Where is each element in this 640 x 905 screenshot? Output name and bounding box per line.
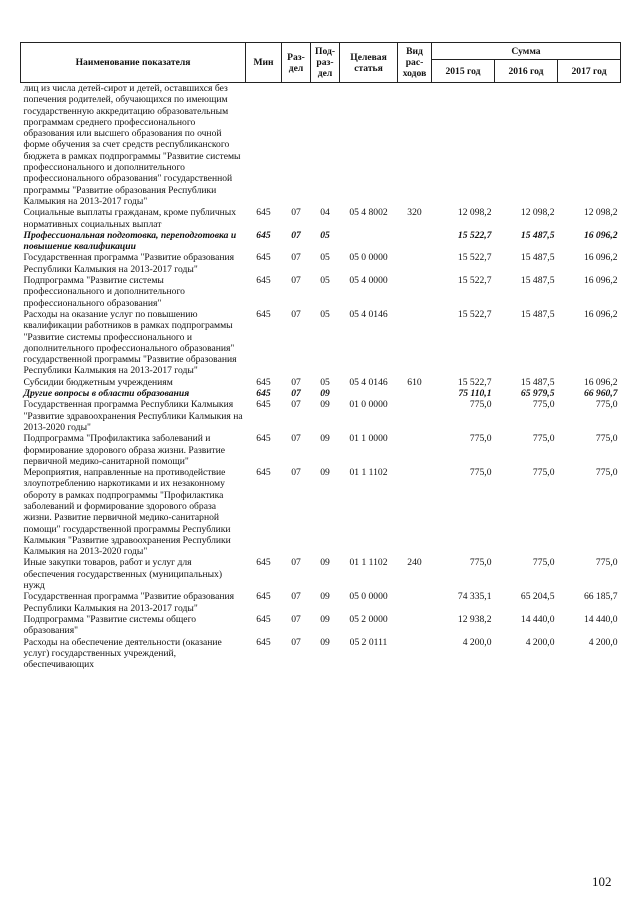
header-razdel: Раз- дел: [282, 43, 311, 83]
row-min: 645: [256, 613, 271, 625]
row-podrazdel: 04: [320, 207, 330, 219]
row-min: 645: [256, 636, 271, 648]
row-sum-2016: 14 440,0: [520, 613, 555, 625]
table-row: [21, 467, 621, 557]
row-sum-2015: 15 522,7: [457, 229, 492, 241]
row-sum-2017: 4 200,0: [588, 636, 618, 648]
row-expense-type: [398, 467, 432, 557]
row-target: [340, 388, 398, 399]
row-name: Иные закупки товаров, работ и услуг для обеспечения государственных (муниципальных) нужд: [23, 557, 223, 592]
row-sum-2017: 16 096,2: [583, 308, 618, 320]
row-sum-2017: 16 096,2: [583, 275, 618, 287]
header-target: Целевая статья: [340, 43, 398, 83]
row-sum-2016: 15 487,5: [520, 376, 555, 388]
row-expense-type: 240: [407, 557, 422, 569]
row-razdel: 07: [291, 399, 301, 411]
row-min: 645: [256, 308, 271, 320]
row-min: 645: [256, 229, 271, 241]
table-row: [21, 433, 621, 467]
row-podrazdel: 09: [320, 433, 330, 445]
row-name: Социальные выплаты гражданам, кроме публичных нормативных социальных выплат: [23, 207, 237, 230]
row-sum-2017: 16 096,2: [583, 229, 618, 241]
row-expense-type: [398, 614, 432, 637]
row-sum-2017: [558, 83, 621, 208]
row-sum-2015: 775,0: [469, 433, 492, 445]
row-sum-2015: 775,0: [469, 557, 492, 569]
row-target: [340, 230, 398, 253]
row-sum-2017: 16 096,2: [583, 376, 618, 388]
table-row: [21, 83, 621, 208]
row-min: 645: [256, 376, 271, 388]
row-sum-2016: 775,0: [532, 399, 555, 411]
row-sum-2016: [495, 83, 558, 208]
table-row: [21, 399, 621, 433]
row-sum-2016: 65 204,5: [520, 591, 555, 603]
row-name: Государственная программа "Развитие образования Республики Калмыкия на 2013-2017 годы": [23, 591, 235, 614]
row-name: Государственная программа Республики Калмыкия "Развитие здравоохранения Республики Калмыкия на 2013-2020 годы": [23, 399, 243, 433]
row-name: Подпрограмма "Развитие системы профессионального и дополнительного профессионального образования": [23, 275, 185, 309]
row-min: 645: [256, 433, 271, 445]
row-target: 01 1 1102: [349, 467, 388, 479]
header-min: Мин: [246, 43, 282, 83]
row-sum-2015: 74 335,1: [457, 591, 492, 603]
header-year-2016: 2016 год: [495, 60, 558, 83]
row-sum-2017: 16 096,2: [583, 252, 618, 264]
row-name: Мероприятия, направленные на противодействие злоупотреблению наркотиками и их незаконному обороту в рамках подпрограммы "Профилактика заболеваний и формирование здорового образа жизни. Развитие первичной медико-санитарной помощи" государственной программы Республики Калмыкия "Развитие здравоохранения Республики Калмыкия на 2013-2020 годы": [23, 467, 231, 558]
row-podrazdel: 09: [320, 557, 330, 569]
row-sum-2015: 15 522,7: [457, 376, 492, 388]
row-target: [340, 83, 398, 208]
row-sum-2017: 14 440,0: [583, 613, 618, 625]
row-expense-type: [398, 637, 432, 671]
row-name: Расходы на оказание услуг по повышению квалификации работников в рамках подпрограммы "Развитие системы профессионального и дополнительного профессионального образования" государственной программы "Развитие образования Республики Калмыкия на 2013-2017 годы": [23, 308, 237, 377]
row-razdel: 07: [291, 591, 301, 603]
table-row: [21, 388, 621, 399]
row-target: 05 4 0000: [349, 275, 388, 287]
row-min: 645: [256, 388, 271, 400]
table-row: [21, 252, 621, 275]
page-number: 102: [592, 874, 612, 889]
row-podrazdel: 09: [320, 388, 330, 400]
row-sum-2016: 775,0: [532, 433, 555, 445]
row-sum-2016: 12 098,2: [520, 207, 555, 219]
table-row: [21, 614, 621, 637]
row-sum-2017: 775,0: [595, 467, 618, 479]
row-sum-2017: 775,0: [595, 433, 618, 445]
row-sum-2016: 775,0: [532, 557, 555, 569]
row-podrazdel: 09: [320, 636, 330, 648]
header-name: Наименование показателя: [21, 43, 246, 83]
row-name: Государственная программа "Развитие образования Республики Калмыкия на 2013-2017 годы": [23, 252, 235, 275]
row-razdel: 07: [291, 275, 301, 287]
row-target: 01 1 0000: [349, 433, 388, 445]
row-name: Подпрограмма "Профилактика заболеваний и формирование здорового образа жизни. Развитие первичной медико-санитарной помощи": [23, 433, 226, 467]
row-expense-type: 320: [407, 207, 422, 219]
row-podrazdel: 09: [320, 591, 330, 603]
row-min: 645: [256, 467, 271, 479]
row-min: 645: [256, 275, 271, 287]
row-name: Подпрограмма "Развитие системы общего образования": [23, 613, 197, 637]
row-min: 645: [256, 207, 271, 219]
header-year-2017: 2017 год: [558, 60, 621, 83]
row-sum-2015: 75 110,1: [458, 388, 492, 400]
row-expense-type: 610: [407, 376, 422, 388]
row-target: 01 0 0000: [349, 399, 388, 411]
row-razdel: 07: [291, 252, 301, 264]
row-razdel: 07: [291, 433, 301, 445]
row-sum-2015: 12 098,2: [457, 207, 492, 219]
row-sum-2015: 4 200,0: [462, 636, 492, 648]
row-target: 05 4 0146: [349, 376, 388, 388]
row-sum-2017: 775,0: [595, 399, 618, 411]
row-target: 01 1 1102: [349, 557, 388, 569]
row-razdel: 07: [291, 557, 301, 569]
row-sum-2015: 775,0: [469, 467, 492, 479]
header-expense-type: Вид рас- ходов: [398, 43, 432, 83]
row-expense-type: [398, 252, 432, 275]
row-podrazdel: 05: [320, 252, 330, 264]
row-podrazdel: 09: [320, 613, 330, 625]
row-podrazdel: 05: [320, 376, 330, 388]
row-podrazdel: 09: [320, 399, 330, 411]
row-podrazdel: 05: [320, 275, 330, 287]
row-sum-2017: 775,0: [595, 557, 618, 569]
row-min: [246, 83, 282, 208]
row-target: 05 0 0000: [349, 252, 388, 264]
row-sum-2015: 15 522,7: [457, 275, 492, 287]
row-expense-type: [398, 83, 432, 208]
row-sum-2017: 12 098,2: [583, 207, 618, 219]
table-row: [21, 377, 621, 388]
row-podrazdel: [311, 83, 340, 208]
row-name: Расходы на обеспечение деятельности (оказание услуг) государственных учреждений, обеспечивающих: [23, 636, 222, 671]
header-sum: Сумма: [432, 43, 621, 60]
row-sum-2016: 775,0: [532, 467, 555, 479]
row-min: 645: [256, 252, 271, 264]
row-name: Профессиональная подготовка, переподготовка и повышение квалификации: [23, 229, 237, 253]
row-sum-2016: 15 487,5: [520, 229, 555, 241]
row-podrazdel: 09: [320, 467, 330, 479]
row-razdel: 07: [291, 636, 301, 648]
row-min: 645: [256, 591, 271, 603]
row-sum-2016: 65 979,5: [520, 388, 555, 400]
row-sum-2016: 15 487,5: [520, 252, 555, 264]
row-expense-type: [398, 230, 432, 253]
table-row: [21, 207, 621, 230]
row-razdel: 07: [291, 376, 301, 388]
row-sum-2015: 15 522,7: [457, 308, 492, 320]
row-name: Субсидии бюджетным учреждениям: [23, 376, 173, 388]
row-podrazdel: 05: [320, 308, 330, 320]
row-podrazdel: 05: [320, 229, 330, 241]
row-razdel: 07: [291, 207, 301, 219]
row-expense-type: [398, 399, 432, 433]
row-razdel: 07: [291, 308, 301, 320]
row-target: 05 4 8002: [349, 207, 388, 219]
table-row: [21, 309, 621, 377]
row-target: 05 2 0000: [349, 613, 388, 625]
row-expense-type: [398, 433, 432, 467]
row-target: 05 4 0146: [349, 308, 388, 320]
row-expense-type: [398, 309, 432, 377]
row-razdel: 07: [291, 613, 301, 625]
row-sum-2015: 775,0: [469, 399, 492, 411]
row-sum-2015: [432, 83, 495, 208]
row-target: 05 2 0111: [349, 636, 388, 648]
row-sum-2017: 66 960,7: [583, 388, 618, 400]
row-expense-type: [398, 388, 432, 399]
row-expense-type: [398, 591, 432, 614]
header-podrazdel: Под- раз- дел: [311, 43, 340, 83]
row-sum-2016: 15 487,5: [520, 275, 555, 287]
table-row: [21, 230, 621, 253]
table-row: [21, 591, 621, 614]
row-name: Другие вопросы в области образования: [23, 388, 190, 400]
row-min: 645: [256, 399, 271, 411]
row-razdel: [282, 83, 311, 208]
row-name: лиц из числа детей-сирот и детей, оставшихся без попечения родителей, обучающихся по имеющим государственную аккредитацию образовательным программам среднего профессионального образования или высшего образования по очной форме обучения за счет средств республиканского бюджета в рамках подпрограммы "Развитие системы профессионального и дополнительного профессионального образования" государственной программы "Развитие образования Республики Калмыкия на 2013-2017 годы": [23, 83, 241, 207]
row-sum-2016: 4 200,0: [525, 636, 555, 648]
row-razdel: 07: [291, 229, 301, 241]
table-row: [21, 637, 621, 671]
row-min: 645: [256, 557, 271, 569]
row-sum-2016: 15 487,5: [520, 308, 555, 320]
row-razdel: 07: [291, 467, 301, 479]
row-expense-type: [398, 275, 432, 309]
row-sum-2015: 15 522,7: [457, 252, 492, 264]
table-row: [21, 557, 621, 591]
table-row: [21, 275, 621, 309]
row-razdel: 07: [291, 388, 301, 400]
row-sum-2015: 12 938,2: [457, 613, 492, 625]
header-year-2015: 2015 год: [432, 60, 495, 83]
table-body: [21, 83, 621, 671]
row-target: 05 0 0000: [349, 591, 388, 603]
budget-table: [20, 42, 621, 670]
row-sum-2017: 66 185,7: [583, 591, 618, 603]
